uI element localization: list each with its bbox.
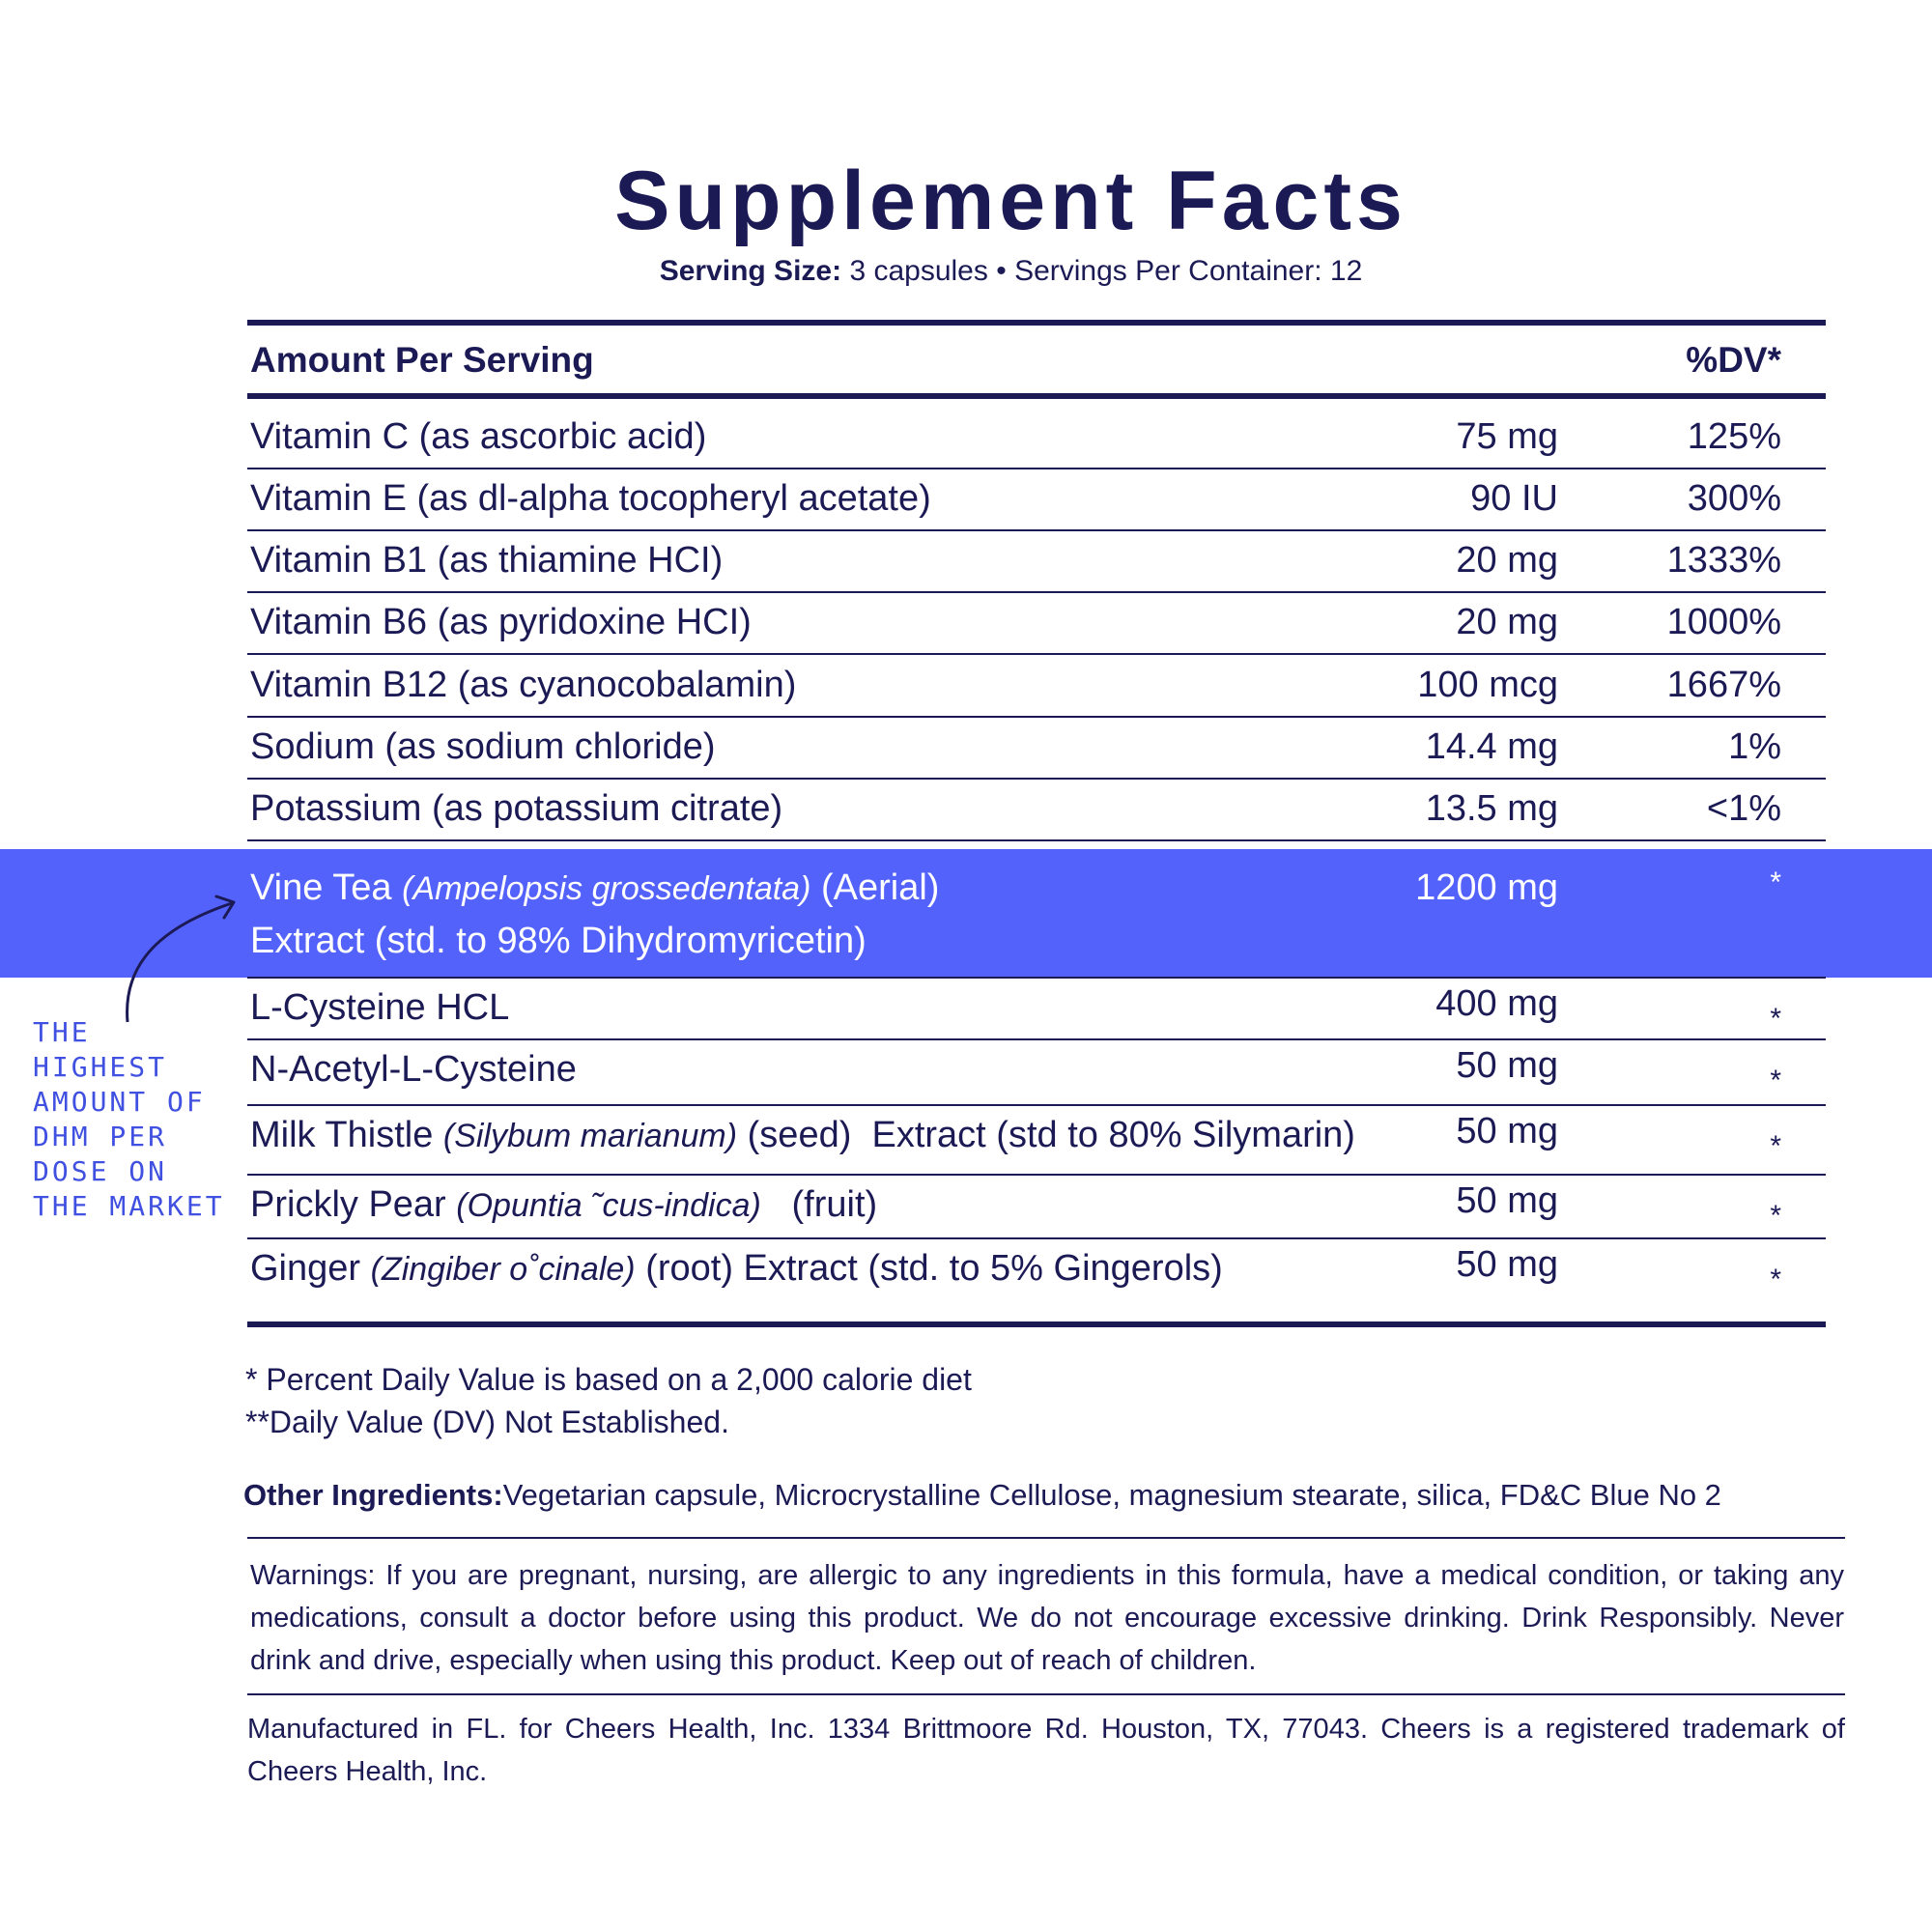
vitamin-amount: 13.5 mg (1425, 788, 1558, 829)
callout-arrow-icon (116, 889, 251, 1034)
highlight-name-line2: Extract (std. to 98% Dihydromyricetin) (250, 921, 867, 961)
row-divider (247, 716, 1826, 718)
ingredient-name (250, 1047, 577, 1092)
ingredient-dv: * (1770, 1264, 1781, 1295)
servings-per-container-value: 12 (1329, 255, 1363, 287)
ingredient-dv: * (1770, 1130, 1781, 1162)
vitamin-dv: 1333% (1666, 540, 1781, 581)
vitamin-dv: 1667% (1666, 665, 1781, 705)
vitamin-name: Vitamin E (as dl-alpha tocopheryl acetate) (250, 478, 931, 519)
footnote-dv: * Percent Daily Value is based on a 2,000 calorie diet (245, 1362, 972, 1397)
warnings-text: Warnings: If you are pregnant, nursing, are allergic to any ingredients in this formula, have a medical condition, or taking any medications, consult a doctor before using this product. We do not encourage excessive drinking. Drink Responsibly. Never drink and drive, especially when using this product. Keep out of reach of children. (250, 1560, 1844, 1676)
highlight-name-line1 (250, 866, 939, 911)
footnote-not-established: **Daily Value (DV) Not Established. (245, 1405, 729, 1439)
vitamin-amount: 14.4 mg (1425, 726, 1558, 767)
other-ingredients (243, 1474, 1721, 1517)
vitamin-dv: <1% (1706, 788, 1781, 829)
ingredient-suffix: (seed) Extract (std to 80% Silymarin) (747, 1115, 1355, 1155)
ingredient-dv: * (1770, 1200, 1781, 1232)
vitamin-name: Sodium (as sodium chloride) (250, 726, 716, 767)
highlight-name-prefix: Vine Tea (250, 867, 392, 908)
other-ingredients-value: Vegetarian capsule, Microcrystalline Cellulose, magnesium stearate, silica, FD&C Blue No 2 (502, 1478, 1721, 1512)
header-bottom-rule (247, 393, 1826, 399)
highlight-amount: 1200 mg (1415, 867, 1558, 908)
serving-separator: • (996, 255, 1007, 287)
table-bottom-rule (247, 1321, 1826, 1327)
highlight-name-latin: (Ampelopsis grossedentata) (402, 870, 811, 907)
ingredient-latin: (Opuntia ˜cus-indica) (456, 1187, 761, 1224)
ingredient-dv: * (1770, 1003, 1781, 1035)
vitamin-amount: 90 IU (1470, 478, 1558, 519)
ingredient-prefix: N-Acetyl-L-Cysteine (250, 1049, 577, 1090)
ingredient-prefix: Prickly Pear (250, 1184, 446, 1225)
highlight-dv: * (1770, 867, 1781, 898)
ingredient-prefix: Milk Thistle (250, 1115, 434, 1155)
manufacturer-top-rule (247, 1693, 1845, 1695)
ingredient-name (250, 1246, 1223, 1292)
table-top-rule (247, 320, 1826, 326)
row-divider (247, 1104, 1826, 1106)
ingredient-latin: (Silybum marianum) (442, 1118, 738, 1154)
ingredient-amount: 400 mg (1435, 983, 1558, 1024)
warnings-top-rule (247, 1537, 1845, 1539)
vitamin-dv: 125% (1687, 416, 1781, 457)
ingredient-amount: 50 mg (1456, 1180, 1558, 1221)
row-divider (247, 653, 1826, 655)
other-ingredients-label: Other Ingredients: (243, 1478, 503, 1512)
servings-per-container-label: Servings Per Container: (1014, 255, 1322, 287)
row-divider (247, 977, 1826, 979)
vitamin-amount: 100 mcg (1417, 665, 1558, 705)
serving-size-value: 3 capsules (849, 255, 988, 287)
vitamin-name: Vitamin B6 (as pyridoxine HCI) (250, 602, 752, 642)
ingredient-prefix: L-Cysteine HCL (250, 987, 510, 1028)
serving-info (0, 254, 1932, 289)
row-divider (247, 1038, 1826, 1040)
row-divider (247, 1237, 1826, 1239)
row-divider (247, 1174, 1826, 1176)
vitamin-amount: 20 mg (1456, 540, 1558, 581)
ingredient-latin: (Zingiber o˚cinale) (370, 1251, 636, 1288)
page-title: Supplement Facts (614, 155, 1407, 247)
vitamin-name: Potassium (as potassium citrate) (250, 788, 783, 829)
vitamin-amount: 75 mg (1456, 416, 1558, 457)
ingredient-prefix: Ginger (250, 1248, 361, 1289)
ingredient-suffix: (fruit) (771, 1184, 878, 1225)
row-divider (247, 778, 1826, 780)
ingredient-amount: 50 mg (1456, 1244, 1558, 1285)
row-divider (247, 529, 1826, 531)
ingredient-name (250, 985, 509, 1030)
vitamin-dv: 1000% (1666, 602, 1781, 642)
row-divider (247, 839, 1826, 841)
vitamin-name: Vitamin B12 (as cyanocobalamin) (250, 665, 797, 705)
ingredient-suffix: (root) Extract (std. to 5% Gingerols) (645, 1248, 1223, 1289)
header-dv: %DV* (1686, 340, 1781, 380)
ingredient-amount: 50 mg (1456, 1111, 1558, 1151)
header-amount-per-serving: Amount Per Serving (250, 340, 594, 380)
highlight-name-suffix: (Aerial) (820, 867, 940, 908)
ingredient-name (250, 1113, 1355, 1158)
dhm-callout: THE HIGHEST AMOUNT OF DHM PER DOSE ON THE MARKET (33, 1016, 225, 1222)
vitamin-dv: 300% (1687, 478, 1781, 519)
ingredient-amount: 50 mg (1456, 1045, 1558, 1086)
vitamin-amount: 20 mg (1456, 602, 1558, 642)
vitamin-name: Vitamin B1 (as thiamine HCI) (250, 540, 724, 581)
vitamin-dv: 1% (1728, 726, 1781, 767)
vitamin-name: Vitamin C (as ascorbic acid) (250, 416, 707, 457)
ingredient-name (250, 1182, 877, 1228)
ingredient-dv: * (1770, 1065, 1781, 1096)
row-divider (247, 468, 1826, 469)
row-divider (247, 591, 1826, 593)
serving-size-label: Serving Size: (659, 255, 842, 287)
manufacturer-text: Manufactured in FL. for Cheers Health, Inc. 1334 Brittmoore Rd. Houston, TX, 77043. Cheers is a registered trademark of Cheers Health, Inc. (247, 1714, 1845, 1787)
